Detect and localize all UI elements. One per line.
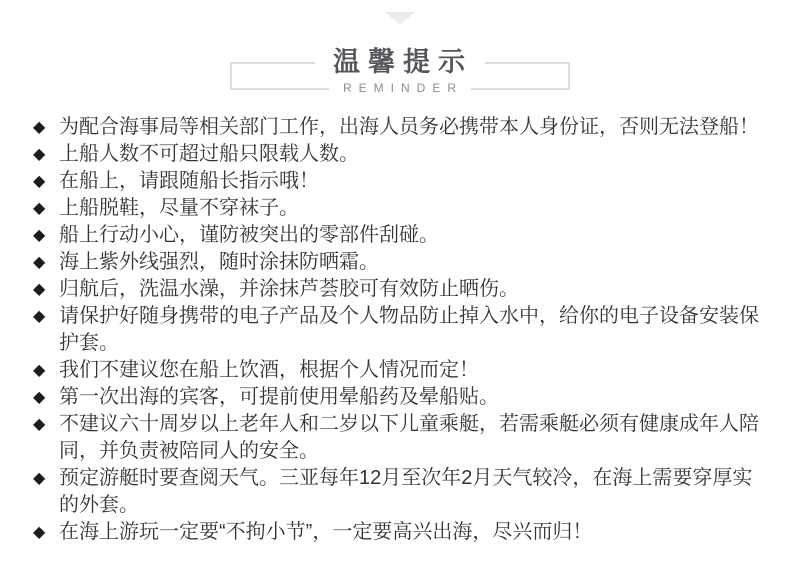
list-item <box>33 384 772 411</box>
reminder-list <box>33 114 772 546</box>
list-item <box>33 195 772 222</box>
page-title: 温馨提示 <box>315 49 485 76</box>
list-item-text: 归航后，洗温水澡，并涂抹芦荟胶可有效防止晒伤。 <box>59 278 519 300</box>
list-item-text: 在海上游玩一定要“不拘小节”，一定要高兴出海，尽兴而归！ <box>59 521 593 543</box>
list-item-text: 上船人数不可超过船只限载人数。 <box>59 143 359 165</box>
diamond-bullet-icon: ◆ <box>33 281 46 298</box>
diamond-bullet-icon: ◆ <box>33 416 46 433</box>
diamond-bullet-icon: ◆ <box>33 362 46 379</box>
list-item-text: 上船脱鞋，尽量不穿袜子。 <box>59 197 299 219</box>
list-item-text: 我们不建议您在船上饮酒，根据个人情况而定！ <box>59 359 479 381</box>
diamond-bullet-icon: ◆ <box>33 470 46 487</box>
diamond-bullet-icon: ◆ <box>33 308 46 325</box>
list-item <box>33 249 772 276</box>
list-item-text: 第一次出海的宾客，可提前使用晕船药及晕船贴。 <box>59 386 499 408</box>
list-item-text: 请保护好随身携带的电子产品及个人物品防止掉入水中，给你的电子设备安装保护套。 <box>59 305 759 354</box>
list-item-text: 海上紫外线强烈，随时涂抹防晒霜。 <box>59 251 379 273</box>
list-item <box>33 519 772 546</box>
diamond-bullet-icon: ◆ <box>33 524 46 541</box>
list-item <box>33 465 772 519</box>
diamond-bullet-icon: ◆ <box>33 254 46 271</box>
list-item <box>33 141 772 168</box>
list-item <box>33 114 772 141</box>
diamond-bullet-icon: ◆ <box>33 119 46 136</box>
ribbon-triangle-icon <box>385 12 415 25</box>
page-subtitle: REMINDER <box>329 82 471 95</box>
diamond-bullet-icon: ◆ <box>33 200 46 217</box>
list-item-text: 不建议六十周岁以上老年人和二岁以下儿童乘艇，若需乘艇必须有健康成年人陪同，并负责被陪同人的安全。 <box>59 413 759 462</box>
list-item-text: 为配合海事局等相关部门工作，出海人员务必携带本人身份证，否则无法登船！ <box>59 116 759 138</box>
diamond-bullet-icon: ◆ <box>33 227 46 244</box>
list-item <box>33 168 772 195</box>
list-item <box>33 276 772 303</box>
list-item <box>33 411 772 465</box>
reminder-page <box>0 12 800 583</box>
list-item-text: 在船上，请跟随船长指示哦！ <box>59 170 319 192</box>
list-item <box>33 222 772 249</box>
list-item-text: 船上行动小心，谨防被突出的零部件刮碰。 <box>59 224 439 246</box>
list-item <box>33 303 772 357</box>
list-item-text: 预定游艇时要查阅天气。三亚每年12月至次年2月天气较冷，在海上需要穿厚实的外套。 <box>59 467 753 516</box>
diamond-bullet-icon: ◆ <box>33 146 46 163</box>
header-frame <box>230 47 570 95</box>
list-item <box>33 357 772 384</box>
diamond-bullet-icon: ◆ <box>33 173 46 190</box>
diamond-bullet-icon: ◆ <box>33 389 46 406</box>
